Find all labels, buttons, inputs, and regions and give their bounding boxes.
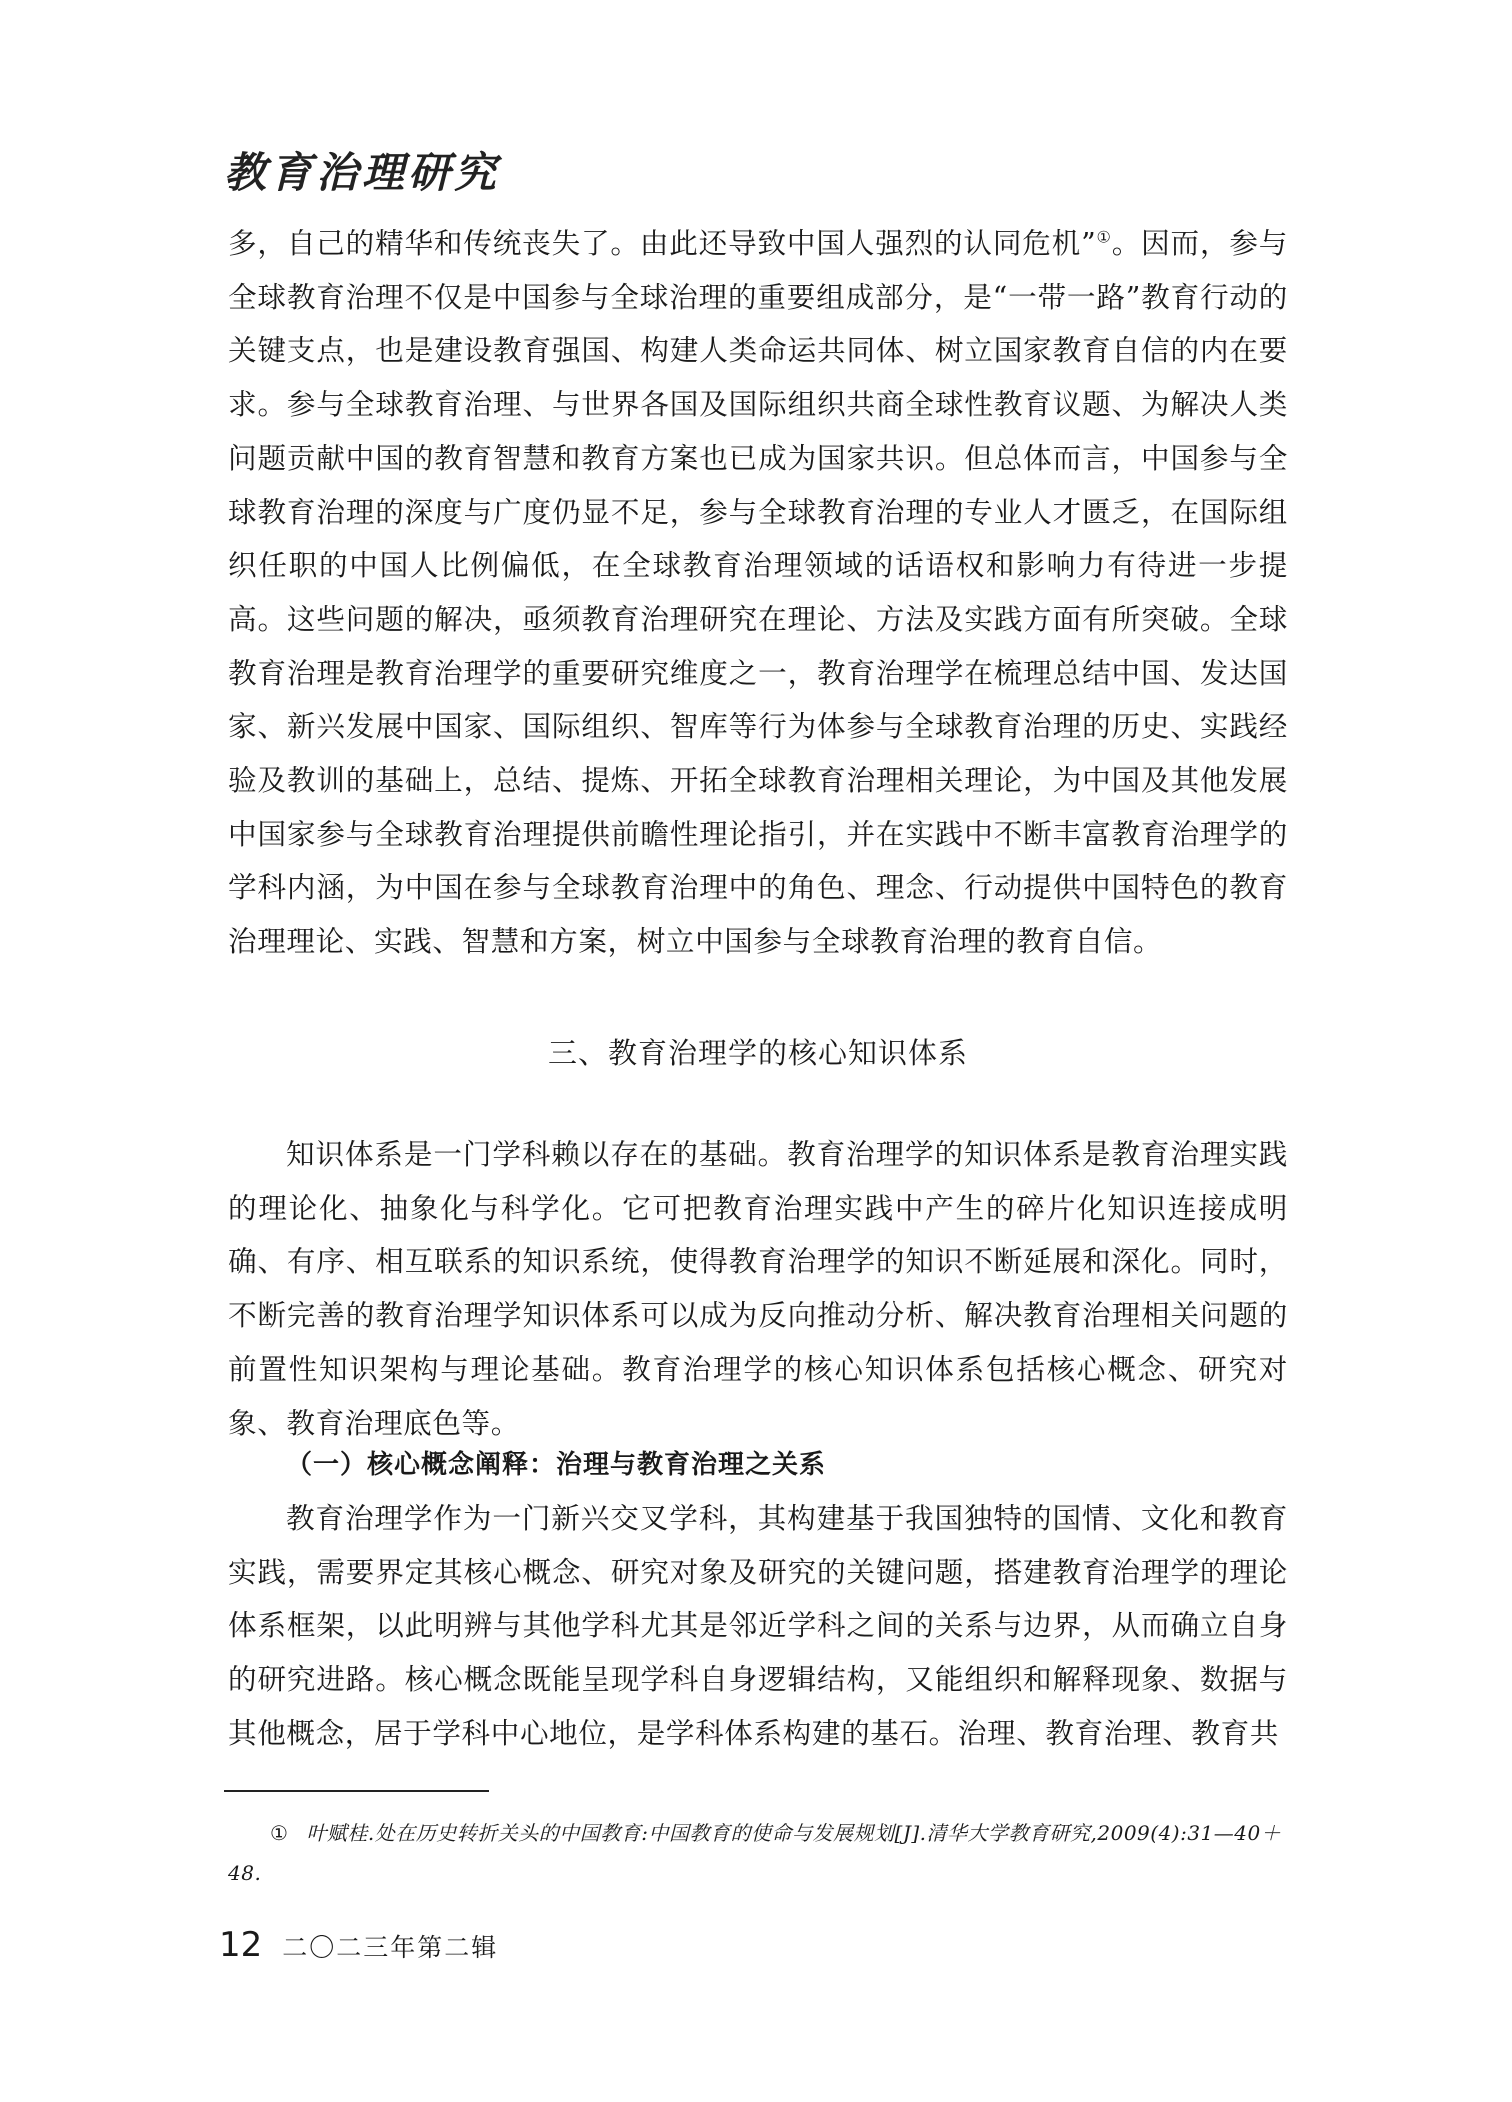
footnote-mark: ①	[270, 1821, 289, 1845]
body-text-section	[228, 1128, 1288, 1450]
page-number: 12	[219, 1925, 263, 1965]
paragraph-text-before-note: 多，自己的精华和传统丧失了。由此还导致中国人强烈的认同危机”	[228, 226, 1097, 260]
section-paragraph: 知识体系是一门学科赖以存在的基础。教育治理学的知识体系是教育治理实践的理论化、抽象化与科学化。它可把教育治理实践中产生的碎片化知识连接成明确、有序、相互联系的知识系统，使得教育治理学的知识不断延展和深化。同时，不断完善的教育治理学知识体系可以成为反向推动分析、解决教育治理相关问题的前置性知识架构与理论基础。教育治理学的核心知识体系包括核心概念、研究对象、教育治理底色等。	[228, 1137, 1288, 1440]
subsection-paragraph: 教育治理学作为一门新兴交叉学科，其构建基于我国独特的国情、文化和教育实践，需要界定其核心概念、研究对象及研究的关键问题，搭建教育治理学的理论体系框架，以此明辨与其他学科尤其是邻近学科之间的关系与边界，从而确立自身的研究进路。核心概念既能呈现学科自身逻辑结构，又能组织和解释现象、数据与其他概念，居于学科中心地位，是学科体系构建的基石。治理、教育治理、教育共	[228, 1501, 1288, 1750]
section-heading: 三、教育治理学的核心知识体系	[547, 1036, 968, 1070]
body-text-subsection	[228, 1492, 1288, 1761]
paragraph-text-after-note: 。因而，参与全球教育治理不仅是中国参与全球治理的重要组成部分，是“一带一路”教育行动的关键支点，也是建设教育强国、构建人类命运共同体、树立国家教育自信的内在要求。参与全球教育治理、与世界各国及国际组织共商全球性教育议题、为解决人类问题贡献中国的教育智慧和教育方案也已成为国家共识。但总体而言，中国参与全球教育治理的深度与广度仍显不足，参与全球教育治理的专业人才匮乏，在国际组织任职的中国人比例偏低，在全球教育治理领域的话语权和影响力有待进一步提高。这些问题的解决，亟须教育治理研究在理论、方法及实践方面有所突破。全球教育治理是教育治理学的重要研究维度之一，教育治理学在梳理总结中国、发达国家、新兴发展中国家、国际组织、智库等行为体参与全球教育治理的历史、实践经验及教训的基础上，总结、提炼、开拓全球教育治理相关理论，为中国及其他发展中国家参与全球教育治理提供前瞻性理论指引，并在实践中不断丰富教育治理学的学科内涵，为中国在参与全球教育治理中的角色、理念、行动提供中国特色的教育治理理论、实践、智慧和方案，树立中国参与全球教育治理的教育自信。	[228, 226, 1288, 959]
footnote	[228, 1813, 1288, 1893]
body-text-top	[228, 217, 1288, 969]
footnote-text: 叶赋桂.处在历史转折关头的中国教育:中国教育的使命与发展规划[J].清华大学教育研究,2009(4):31—40＋48.	[228, 1821, 1282, 1885]
issue-label: 二〇二三年第二辑	[282, 1933, 499, 1962]
running-head: 教育治理研究	[224, 148, 501, 197]
subsection-heading: （一）核心概念阐释：治理与教育治理之关系	[286, 1450, 827, 1480]
footnote-reference[interactable]: ①	[1096, 227, 1112, 247]
continuation-paragraph	[228, 217, 1288, 969]
page-footer	[219, 1925, 498, 1965]
footnote-divider	[224, 1790, 489, 1792]
